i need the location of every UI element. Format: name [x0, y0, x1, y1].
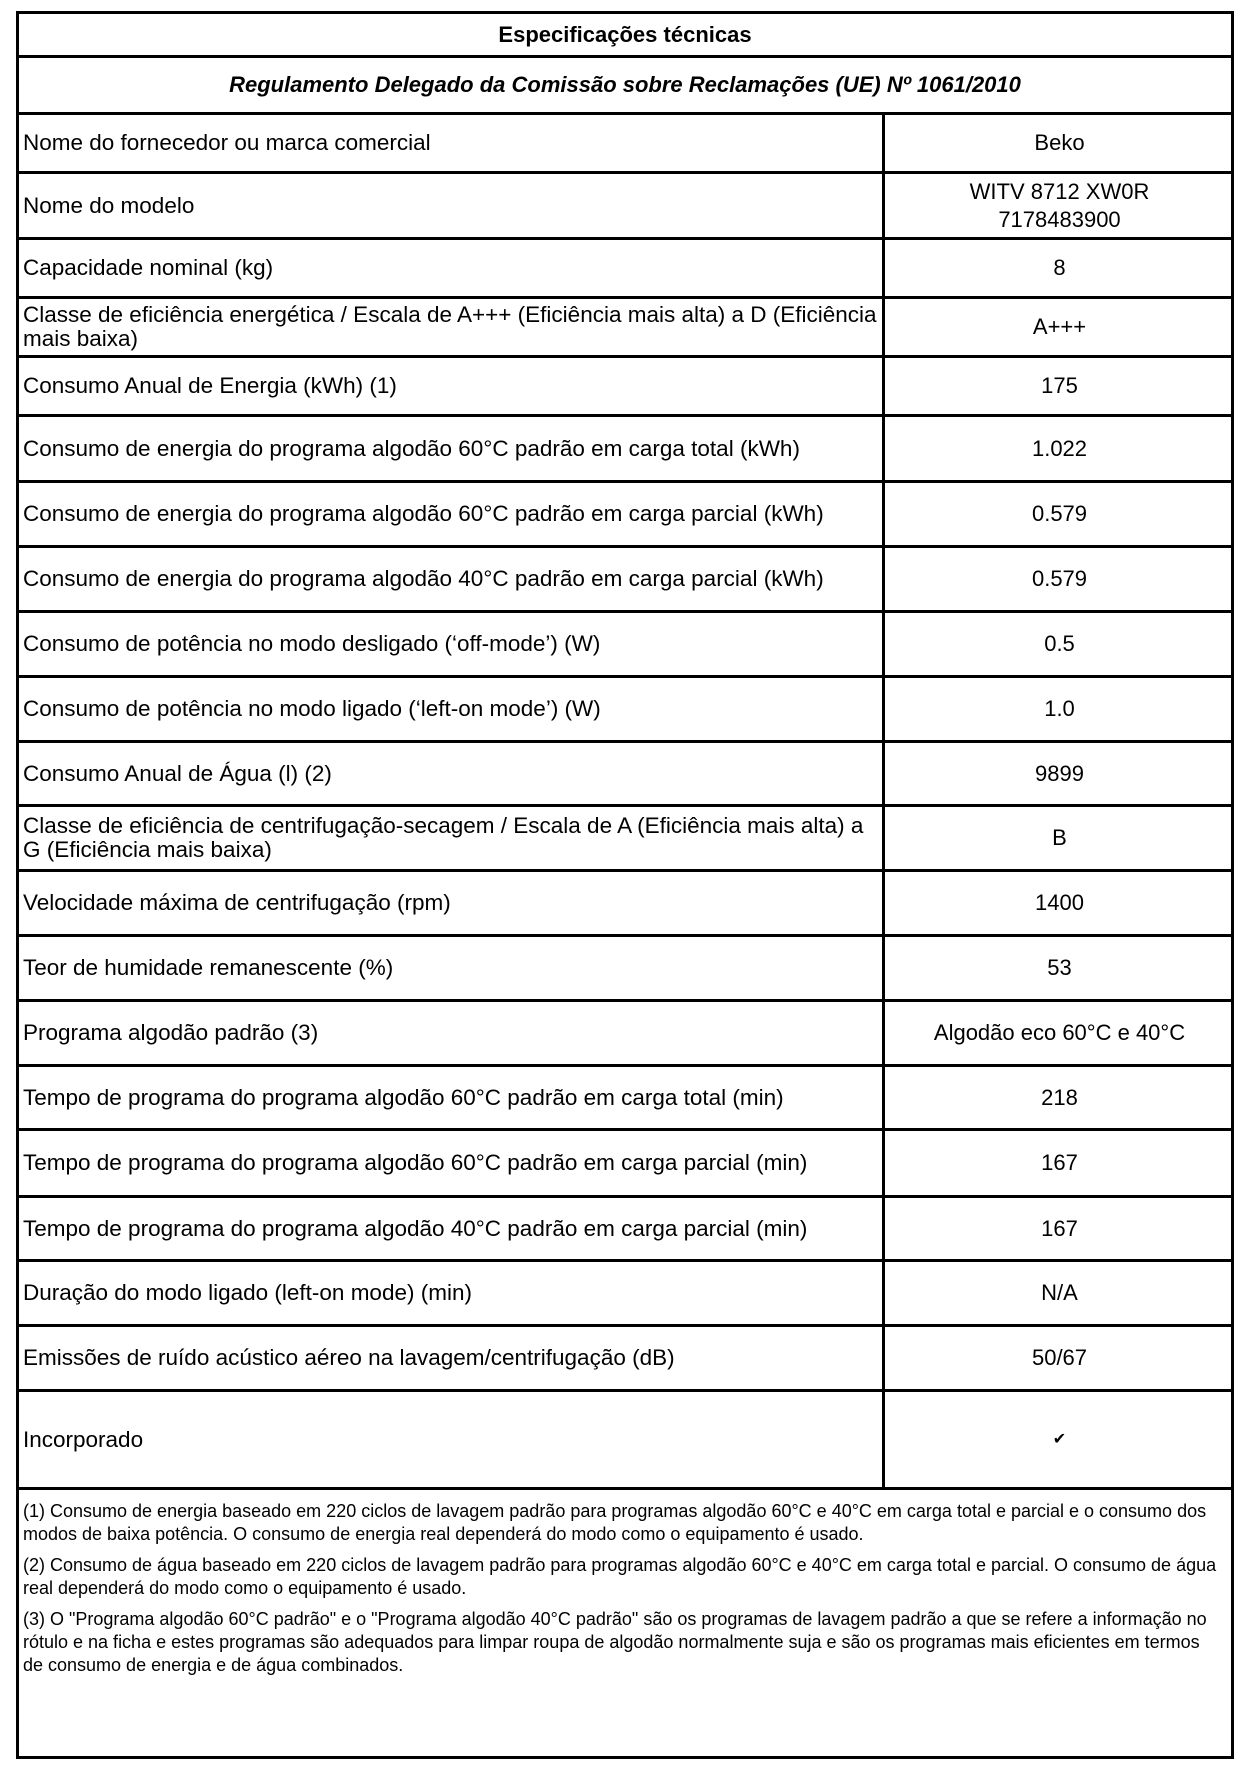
table-row: [19, 743, 1231, 807]
row-label: Tempo de programa do programa algodão 60°C padrão em carga parcial (min): [19, 1131, 885, 1195]
row-value: A+++: [1032, 314, 1087, 339]
check-icon: ✔: [1052, 1430, 1067, 1448]
table-row: [19, 115, 1231, 174]
row-value: 1400: [1035, 890, 1084, 915]
row-value: 175: [1041, 373, 1078, 398]
row-label: Tempo de programa do programa algodão 60°C padrão em carga total (min): [19, 1067, 885, 1128]
table-row: [19, 358, 1231, 417]
row-label: Capacidade nominal (kg): [19, 240, 885, 296]
row-label: Consumo de energia do programa algodão 60°C padrão em carga total (kWh): [19, 417, 885, 480]
footnote: (3) O "Programa algodão 60°C padrão" e o "Programa algodão 40°C padrão" são os programas de lavagem padrão a que se refere a informação no rótulo e na ficha e estes programas são adequados para limpar roupa de algodão normalmente suja e são os programas mais eficientes em termos de consumo de energia e de água combinados.: [23, 1609, 1207, 1675]
row-label: Consumo de potência no modo desligado (‘off-mode’) (W): [19, 613, 885, 675]
row-label: Emissões de ruído acústico aéreo na lavagem/centrifugação (dB): [19, 1327, 885, 1389]
regulation-subtitle: Regulamento Delegado da Comissão sobre Reclamações (UE) Nº 1061/2010: [229, 72, 1021, 97]
row-label: Teor de humidade remanescente (%): [19, 937, 885, 999]
table-row: [19, 1002, 1231, 1067]
row-value: B: [1052, 825, 1067, 850]
table-row: [19, 174, 1231, 240]
table-row: [19, 678, 1231, 743]
row-label: Consumo Anual de Água (l) (2): [19, 743, 885, 804]
row-value: Beko: [1034, 130, 1085, 155]
row-label: Consumo Anual de Energia (kWh) (1): [19, 358, 885, 414]
table-row: [19, 483, 1231, 548]
table-row: [19, 417, 1231, 483]
table-row: [19, 1198, 1231, 1262]
row-label: Nome do modelo: [19, 174, 885, 237]
row-label: Incorporado: [19, 1392, 885, 1487]
row-value: [888, 174, 1231, 237]
row-label: Tempo de programa do programa algodão 40°C padrão em carga parcial (min): [19, 1198, 885, 1259]
table-row: [19, 613, 1231, 678]
footnotes: [19, 1490, 1231, 1685]
table-row: [19, 1392, 1231, 1490]
table-row: [19, 240, 1231, 299]
table-row: [19, 1262, 1231, 1327]
row-value: 9899: [1035, 760, 1084, 786]
row-value: 218: [1041, 1084, 1078, 1110]
table-row: [19, 299, 1231, 358]
regulation-row: [19, 58, 1231, 115]
table-row: [19, 937, 1231, 1002]
row-value: 0.579: [1031, 566, 1088, 591]
row-value: 0.5: [1044, 631, 1075, 656]
row-label: Consumo de energia do programa algodão 60°C padrão em carga parcial (kWh): [19, 483, 885, 545]
row-value: 1.0: [1044, 696, 1075, 721]
row-label: Consumo de energia do programa algodão 40°C padrão em carga parcial (kWh): [19, 548, 885, 610]
spec-sheet: [16, 11, 1234, 1759]
row-value: Algodão eco 60°C e 40°C: [933, 1020, 1186, 1045]
table-row: [19, 548, 1231, 613]
row-value: 167: [1041, 1150, 1078, 1175]
row-value: 167: [1041, 1215, 1078, 1241]
model-name: WITV 8712 XW0R: [969, 178, 1150, 204]
table-row: [19, 1067, 1231, 1131]
row-value: N/A: [1041, 1280, 1078, 1305]
sheet-title: Especificações técnicas: [498, 21, 752, 47]
row-label: Classe de eficiência de centrifugação-secagem / Escala de A (Eficiência mais alta) a G (Eficiência mais baixa): [19, 807, 885, 869]
row-value: 53: [1047, 955, 1072, 980]
table-row: [19, 872, 1231, 937]
footnote: (1) Consumo de energia baseado em 220 ciclos de lavagem padrão para programas algodão 60°C e 40°C em carga total e parcial e o consumo dos modos de baixa potência. O consumo de energia real dependerá do modo como o equipamento é usado.: [23, 1501, 1207, 1544]
row-label: Programa algodão padrão (3): [19, 1002, 885, 1064]
sheet-title-row: [19, 14, 1231, 58]
row-value: 1.022: [1031, 435, 1088, 461]
row-label: Duração do modo ligado (left-on mode) (min): [19, 1262, 885, 1324]
row-value: 0.579: [1031, 501, 1088, 526]
table-row: [19, 807, 1231, 872]
footnote: (2) Consumo de água baseado em 220 ciclos de lavagem padrão para programas algodão 60°C e 40°C em carga total e parcial. O consumo de água real dependerá do modo como o equipamento é usado.: [23, 1555, 1217, 1598]
table-row: [19, 1327, 1231, 1392]
model-code: 7178483900: [998, 206, 1121, 232]
row-value: 50/67: [1031, 1345, 1088, 1370]
row-label: Nome do fornecedor ou marca comercial: [19, 115, 885, 171]
row-value: 8: [1053, 255, 1066, 280]
table-row: [19, 1131, 1231, 1198]
row-label: Consumo de potência no modo ligado (‘left-on mode’) (W): [19, 678, 885, 740]
row-label: Classe de eficiência energética / Escala de A+++ (Eficiência mais alta) a D (Eficiência mais baixa): [19, 299, 885, 355]
row-label: Velocidade máxima de centrifugação (rpm): [19, 872, 885, 934]
row-value: [888, 1392, 1231, 1487]
